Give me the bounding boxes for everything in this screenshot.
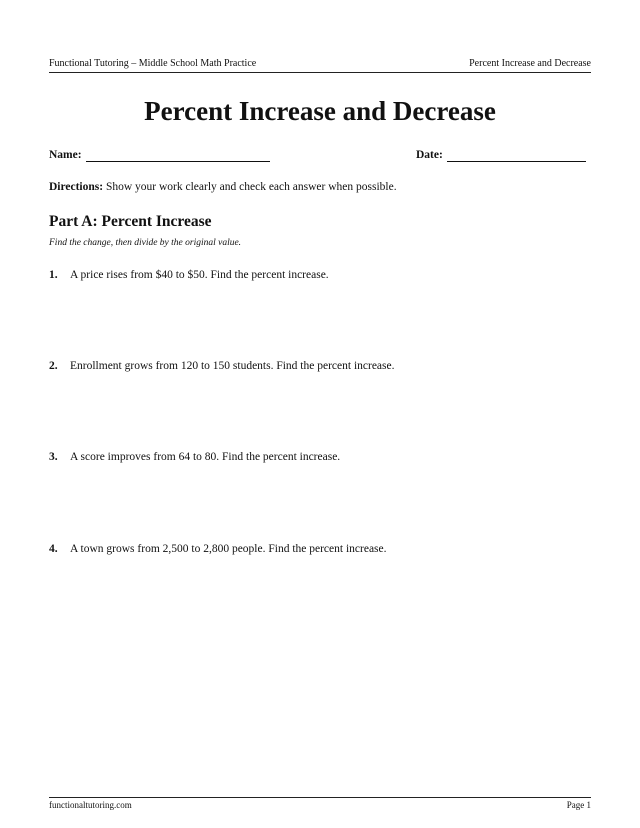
name-label: Name:: [49, 149, 82, 161]
problem-4: [49, 542, 387, 556]
part-a-note: Find the change, then divide by the original value.: [49, 238, 242, 248]
problem-text: A score improves from 64 to 80. Find the percent increase.: [70, 451, 341, 463]
running-footer: [49, 797, 591, 811]
page-title: Percent Increase and Decrease: [144, 96, 496, 126]
name-blank-line: [86, 149, 270, 162]
problem-3: [49, 450, 340, 464]
problem-1: [49, 268, 329, 282]
name-field: [49, 148, 270, 162]
part-a-heading: Part A: Percent Increase: [49, 213, 212, 230]
problem-text: A town grows from 2,500 to 2,800 people. Find the percent increase.: [70, 543, 387, 555]
header-series-title: Functional Tutoring – Middle School Math Practice: [49, 58, 257, 69]
footer-website: functionaltutoring.com: [49, 800, 132, 810]
directions-label: Directions:: [49, 181, 104, 193]
problem-number: 3.: [49, 451, 58, 463]
problem-2: [49, 359, 395, 373]
problem-number: 4.: [49, 543, 58, 555]
page-number: Page 1: [566, 800, 591, 810]
running-header: [49, 58, 591, 73]
header-document-title: Percent Increase and Decrease: [469, 58, 591, 69]
date-blank-line: [447, 149, 586, 162]
directions: [49, 180, 397, 194]
date-label: Date:: [416, 149, 443, 161]
problem-number: 1.: [49, 269, 58, 281]
date-field: [416, 148, 586, 162]
directions-text: Show your work clearly and check each answer when possible.: [105, 181, 397, 193]
problem-number: 2.: [49, 360, 58, 372]
problem-text: A price rises from $40 to $50. Find the percent increase.: [70, 269, 329, 281]
problem-text: Enrollment grows from 120 to 150 students. Find the percent increase.: [70, 360, 395, 372]
